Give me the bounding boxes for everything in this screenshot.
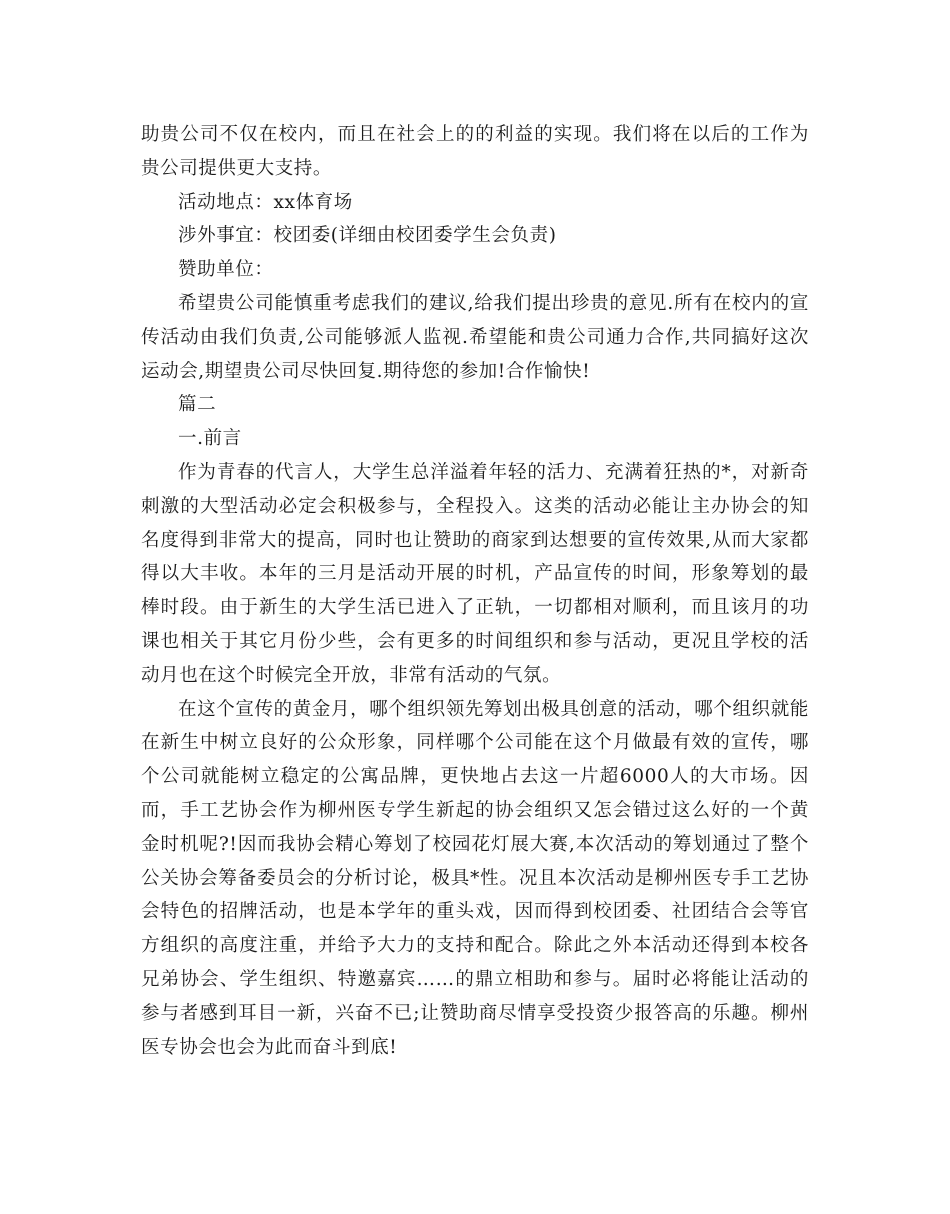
paragraph-external-affairs: 涉外事宜：校团委(详细由校团委学生会负责) [178, 225, 557, 247]
document-body [141, 118, 809, 1064]
paragraph-sponsor: 赞助单位： [178, 259, 274, 281]
paragraph-preface-2: 在这个宣传的黄金月，哪个组织领先筹划出极具创意的活动，哪个组织就能在新生中树立良好的公众形象，同样哪个公司能在这个月做最有效的宣传，哪个公司就能树立稳定的公寓品牌，更快地占去这一片超6000人的大市场。因而，手工艺协会作为柳州医专学生新起的协会组织又怎会错过这么好的一个黄金时机呢?!因而我协会精心筹划了校园花灯展大赛,本次活动的筹划通过了整个公关协会筹备委员会的分析讨论，极具*性。况且本次活动是柳州医专手工艺协会特色的招牌活动，也是本学年的重头戏，因而得到校团委、社团结合会等官方组织的高度注重，并给予大力的支持和配合。除此之外本活动还得到本校各兄弟协会、学生组织、特邀嘉宾……的鼎立相助和参与。届时必将能让活动的参与者感到耳目一新，兴奋不已;让赞助商尽情享受投资少报答高的乐趣。柳州医专协会也会为此而奋斗到底! [141, 698, 809, 1058]
paragraph-venue: 活动地点：xx体育场 [178, 191, 353, 213]
paragraph-continuation: 助贵公司不仅在校内，而且在社会上的的利益的实现。我们将在以后的工作为贵公司提供更大支持。 [141, 124, 809, 179]
section-heading-part-two: 篇二 [178, 394, 217, 416]
section-heading-preface: 一.前言 [178, 428, 242, 450]
paragraph-closing: 希望贵公司能慎重考虑我们的建议,给我们提出珍贵的意见.所有在校内的宣传活动由我们负责,公司能够派人监视.希望能和贵公司通力合作,共同搞好这次运动会,期望贵公司尽快回复.期待您的参加!合作愉快! [141, 292, 809, 382]
paragraph-preface-1: 作为青春的代言人，大学生总洋溢着年轻的活力、充满着狂热的*，对新奇刺激的大型活动必定会积极参与，全程投入。这类的活动必能让主办协会的知名度得到非常大的提高，同时也让赞助的商家到达想要的宣传效果,从而大家都得以大丰收。本年的三月是活动开展的时机，产品宣传的时间，形象筹划的最棒时段。由于新生的大学生活已进入了正轨，一切都相对顺利，而且该月的功课也相关于其它月份少些，会有更多的时间组织和参与活动，更况且学校的活动月也在这个时候完全开放，非常有活动的气氛。 [141, 461, 809, 686]
